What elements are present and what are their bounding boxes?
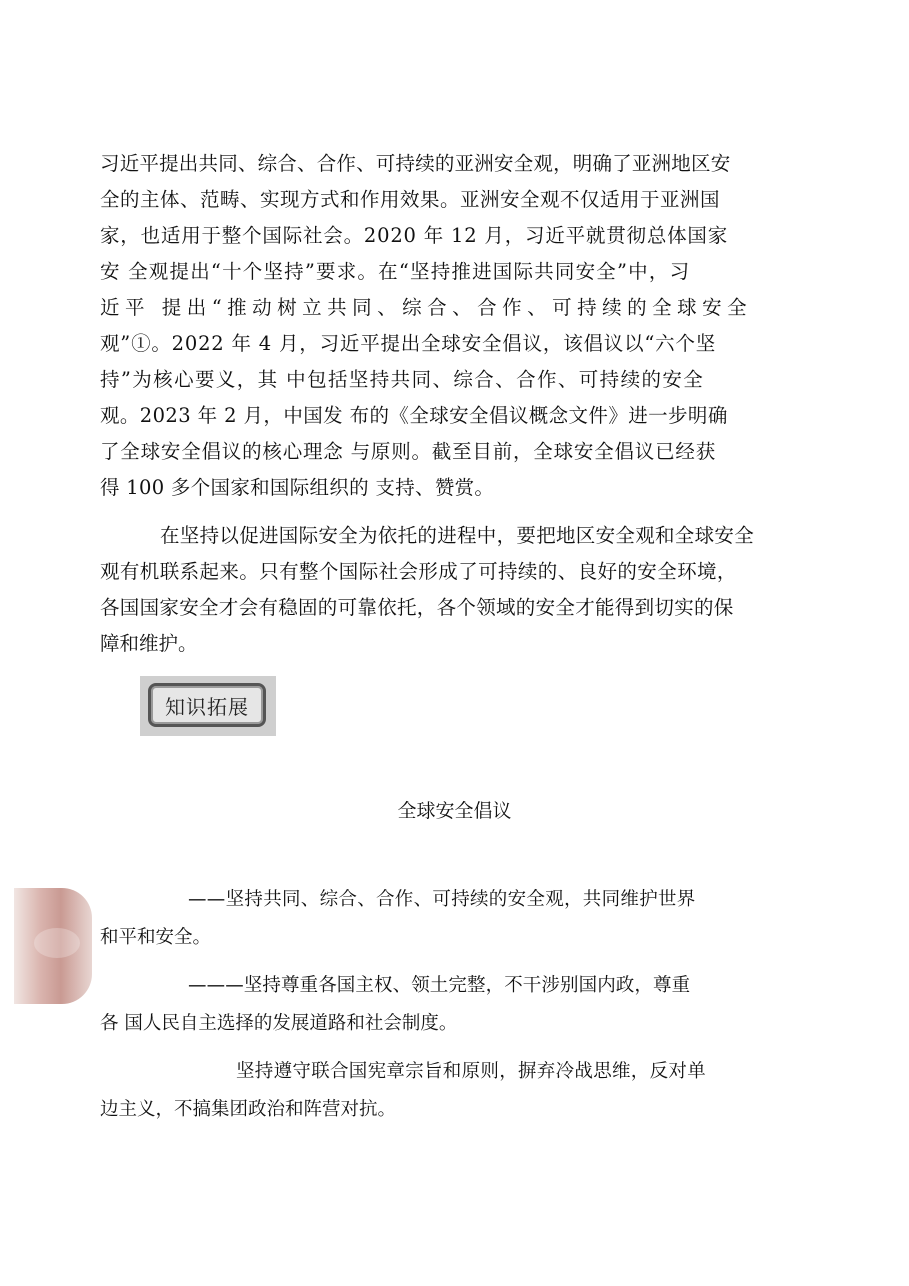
knowledge-badge-label: 知识拓展 <box>148 683 266 727</box>
text-line: 近平 提出“推动树立共同、综合、合作、可持续的全球安全 <box>100 296 753 319</box>
knowledge-badge <box>140 676 276 736</box>
text-line: 在坚持以促进国际安全为依托的进程中，要把地区安全观和全球安全 <box>160 524 755 547</box>
text-line: 持”为核心要义，其 中包括坚持共同、综合、合作、可持续的安全 <box>100 368 705 391</box>
text-line: 家，也适用于整个国际社会。2020 年 12 月，习近平就贯彻总体国家 <box>100 224 729 247</box>
text-line: 安 全观提出“十个坚持”要求。在“坚持推进国际共同安全”中，习 <box>100 260 691 283</box>
point-line: 各 国人民自主选择的发展道路和社会制度。 <box>100 1013 458 1034</box>
text-line: 观”①。2022 年 4 月，习近平提出全球安全倡议，该倡议以“六个坚 <box>100 332 717 355</box>
text-line: 各国国家安全才会有稳固的可靠依托，各个领域的安全才能得到切实的保 <box>100 596 734 619</box>
text-line: 观。2023 年 2 月，中国发 布的《全球安全倡议概念文件》进一步明确 <box>100 404 728 427</box>
point-line: ——坚持共同、综合、合作、可持续的安全观，共同维护世界 <box>188 889 696 910</box>
text-line: 了全球安全倡议的核心理念 与原则。截至目前，全球安全倡议已经获 <box>100 440 716 463</box>
text-line: 习近平提出共同、综合、合作、可持续的亚洲安全观，明确了亚洲地区安 <box>100 152 731 175</box>
text-line: 障和维护。 <box>100 632 198 655</box>
text-line: 得 100 多个国家和国际组织的 支持、赞赏。 <box>100 476 495 499</box>
point-line: ———坚持尊重各国主权、领土完整，不干涉别国内政，尊重 <box>188 975 691 996</box>
finger-photo <box>14 888 92 1004</box>
text-line: 观有机联系起来。只有整个国际社会形成了可持续的、良好的安全环境， <box>100 560 737 583</box>
point-line: 边主义，不搞集团政治和阵营对抗。 <box>100 1099 397 1120</box>
text-line: 全的主体、范畴、实现方式和作用效果。亚洲安全观不仅适用于亚洲国 <box>100 188 721 211</box>
point-line: 坚持遵守联合国宪章宗旨和原则，摒弃冷战思维，反对单 <box>236 1061 707 1082</box>
point-line: 和平和安全。 <box>100 927 212 948</box>
section-title: 全球安全倡议 <box>397 800 512 822</box>
